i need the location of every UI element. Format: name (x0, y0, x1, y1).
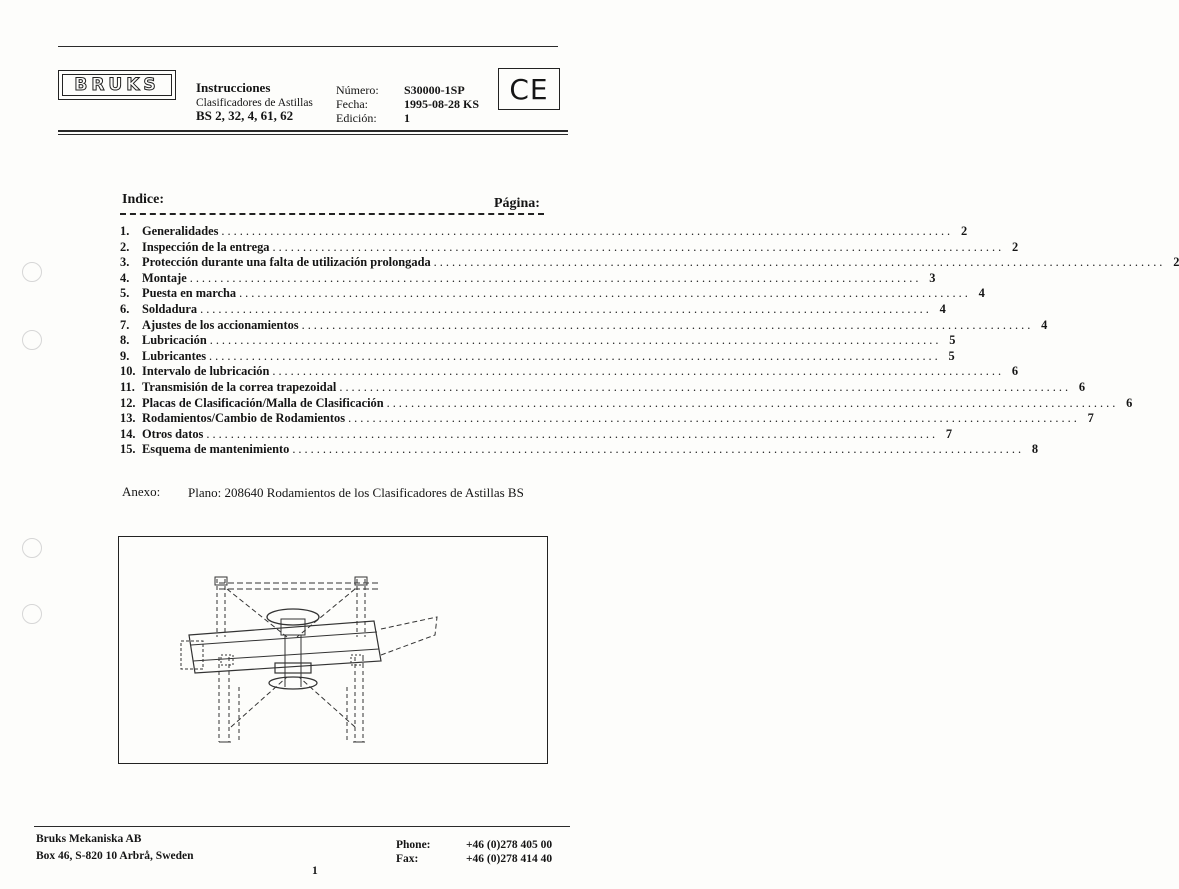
header-rule-thin (58, 134, 568, 135)
fax-label: Fax: (396, 853, 419, 865)
toc-title: Montaje (142, 270, 187, 285)
toc-number: 9. (120, 348, 130, 363)
annex-text: Plano: 208640 Rodamientos de los Clasificadores de Astillas BS (188, 485, 524, 500)
annex-label: Anexo: (122, 484, 161, 499)
table-of-contents (120, 224, 1179, 458)
toc-leader-dots: ........................................................................................................................ (209, 333, 942, 348)
toc-page-number: 6 (1011, 364, 1019, 379)
toc-leader-dots: ........................................................................................................................ (221, 224, 954, 238)
toc-row (120, 442, 1039, 458)
toc-leader-dots: ........................................................................................................................ (189, 270, 922, 285)
toc-title: Lubricación (142, 333, 207, 348)
toc-row (120, 301, 946, 318)
toc-row (120, 364, 1019, 380)
toc-number: 10. (120, 364, 136, 379)
toc-title: Soldadura (142, 301, 198, 316)
doc-type: Instrucciones (196, 80, 271, 95)
logo-text: BRUKS (74, 75, 160, 95)
toc-row (120, 426, 953, 443)
toc-leader-dots: ........................................................................................................................ (209, 348, 941, 363)
toc-page-number: 6 (1078, 379, 1086, 394)
phone-label: Phone: (396, 839, 431, 851)
toc-title: Inspección de la entrega (142, 239, 270, 254)
numero-label: Número: (336, 83, 379, 97)
toc-title: Transmisión de la correa trapezoidal (142, 379, 337, 394)
toc-page-number: 4 (978, 286, 985, 301)
toc-leader-dots: ........................................................................................................................ (200, 301, 932, 316)
dashed-divider (120, 213, 544, 215)
toc-title: Rodamientos/Cambio de Rodamientos (142, 411, 346, 426)
phone-value: +46 (0)278 405 00 (466, 839, 553, 851)
toc-page-number: 4 (1041, 317, 1048, 332)
drawing-frame (118, 536, 548, 764)
bruks-logo (58, 70, 176, 100)
toc-row (120, 255, 1179, 271)
toc-title: Ajustes de los accionamientos (142, 317, 299, 332)
punch-hole (22, 330, 42, 350)
company-name: Bruks Mekaniska AB (36, 833, 142, 845)
edicion-label: Edición: (336, 111, 377, 125)
toc-number: 1. (120, 224, 130, 238)
page-column-header: Página: (494, 196, 540, 211)
toc-leader-dots: ........................................................................................................................ (386, 395, 1119, 410)
toc-row (120, 239, 1019, 256)
top-rule (58, 46, 558, 47)
toc-page-number: 7 (1087, 411, 1094, 426)
toc-row (120, 379, 1086, 396)
footer-rule (34, 826, 570, 827)
page-number: 1 (312, 865, 318, 877)
toc-title: Puesta en marcha (142, 286, 237, 301)
toc-page-number: 7 (945, 426, 953, 441)
toc-number: 11. (120, 379, 135, 394)
toc-page-number: 6 (1126, 395, 1133, 410)
toc-page-number: 8 (1031, 442, 1039, 457)
index-title: Indice: (122, 192, 164, 207)
toc-number: 6. (120, 301, 130, 316)
toc-leader-dots: ........................................................................................................................ (339, 379, 1072, 394)
fecha-value: 1995-08-28 KS (404, 97, 479, 111)
punch-hole (22, 604, 42, 624)
toc-page-number: 5 (948, 348, 955, 363)
toc-page-number: 2 (1011, 239, 1019, 254)
toc-number: 13. (120, 411, 136, 426)
toc-title: Generalidades (142, 224, 219, 238)
toc-leader-dots: ........................................................................................................................ (272, 239, 1005, 254)
toc-number: 5. (120, 286, 130, 301)
numero-value: S30000-1SP (404, 83, 465, 97)
toc-title: Lubricantes (142, 348, 207, 363)
toc-leader-dots: ........................................................................................................................ (301, 317, 1034, 332)
toc-title: Protección durante una falta de utilización prolongada (142, 255, 431, 270)
fecha-label: Fecha: (336, 97, 368, 111)
bearing-drawing (119, 537, 546, 762)
toc-row (120, 224, 968, 240)
toc-leader-dots: ........................................................................................................................ (206, 426, 939, 441)
toc-number: 12. (120, 395, 136, 410)
punch-hole (22, 262, 42, 282)
edicion-value: 1 (404, 111, 410, 125)
toc-title: Otros datos (142, 426, 204, 441)
toc-row (120, 411, 1094, 427)
toc-leader-dots: ........................................................................................................................ (348, 411, 1080, 426)
toc-title: Placas de Clasificación/Malla de Clasificación (142, 395, 384, 410)
toc-leader-dots: ........................................................................................................................ (272, 364, 1005, 379)
fax-value: +46 (0)278 414 40 (466, 853, 553, 865)
toc-leader-dots: ........................................................................................................................ (239, 286, 971, 301)
ce-mark (498, 68, 560, 110)
toc-number: 14. (120, 426, 136, 441)
header-rule (58, 130, 568, 132)
toc-row (120, 270, 936, 287)
toc-number: 15. (120, 442, 136, 457)
toc-page-number: 2 (960, 224, 968, 238)
company-address: Box 46, S-820 10 Arbrå, Sweden (36, 850, 194, 862)
toc-row (120, 395, 1133, 412)
toc-number: 4. (120, 270, 130, 285)
doc-subtitle: Clasificadores de Astillas (196, 97, 313, 109)
toc-title: Esquema de mantenimiento (142, 442, 290, 457)
toc-number: 2. (120, 239, 130, 254)
doc-models: BS 2, 32, 4, 61, 62 (196, 108, 294, 123)
toc-row (120, 333, 956, 349)
toc-row (120, 286, 985, 302)
toc-page-number: 2 (1173, 255, 1179, 270)
toc-number: 7. (120, 317, 130, 332)
punch-hole (22, 538, 42, 558)
toc-title: Intervalo de lubricación (142, 364, 270, 379)
toc-leader-dots: ........................................................................................................................ (292, 442, 1025, 457)
toc-number: 3. (120, 255, 130, 270)
toc-row (120, 317, 1048, 334)
ce-mark-text: CE (509, 72, 549, 106)
toc-page-number: 4 (939, 301, 946, 316)
toc-page-number: 5 (949, 333, 956, 348)
toc-page-number: 3 (929, 270, 936, 285)
toc-row (120, 348, 955, 365)
toc-number: 8. (120, 333, 130, 348)
toc-leader-dots: ........................................................................................................................ (433, 255, 1166, 270)
